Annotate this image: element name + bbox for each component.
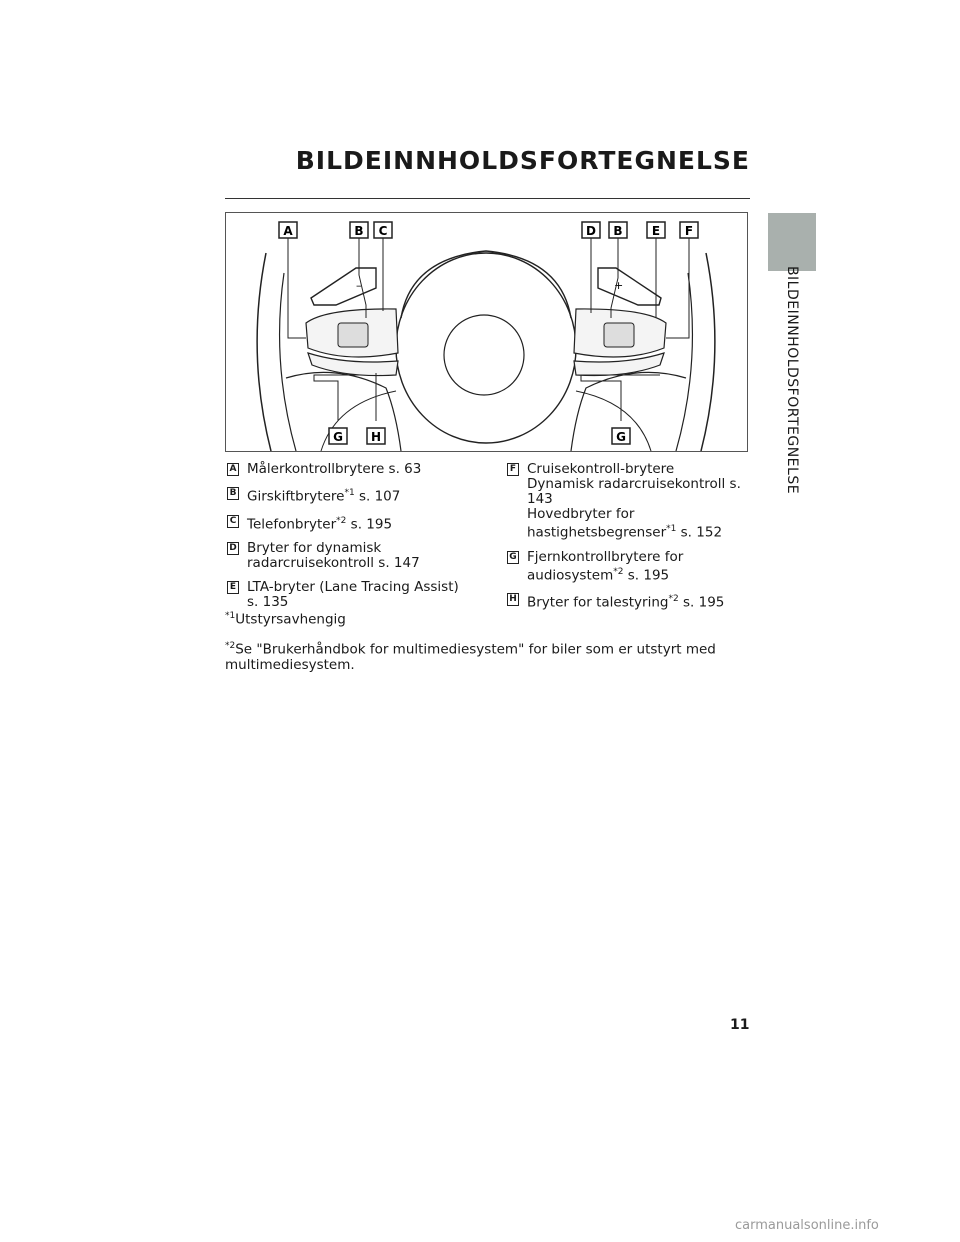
callout-e [647, 222, 665, 238]
paddle-right-symbol: + [614, 279, 624, 292]
svg-text:F: F [684, 224, 694, 238]
callout-f [680, 222, 698, 238]
footnotes [225, 608, 745, 683]
svg-text:G: G [616, 430, 626, 444]
page-number: 11 [730, 1017, 750, 1033]
callout-d [582, 222, 600, 238]
legend-badge-h: H [507, 593, 519, 606]
legend-item-c: C Telefonbryter$^{*2}$ s. 195 [227, 514, 487, 533]
legend-badge-g: G [507, 551, 519, 564]
callout-b-left [350, 222, 368, 238]
legend-right [507, 462, 752, 620]
paddle-left-symbol: – [356, 279, 362, 292]
legend-item-f: F Cruisekontroll-brytere Dynamisk radarcruisekontroll s. 143 Hovedbryter for hastighetsbegrenser$^{*1}$ s. 152 [507, 462, 752, 541]
page-title: BILDEINNHOLDSFORTEGNELSE [295, 146, 750, 175]
legend-badge-c: C [227, 515, 239, 528]
callout-b-right [609, 222, 627, 238]
callout-g-right [612, 428, 630, 444]
title-divider [225, 198, 750, 199]
watermark: carmanualsonline.info [735, 1218, 879, 1233]
legend-badge-b: B [227, 487, 239, 500]
legend-item-h: H Bryter for talestyring$^{*2}$ s. 195 [507, 592, 752, 611]
legend-badge-a: A [227, 463, 239, 476]
svg-text:H: H [370, 430, 382, 444]
legend-item-d: D Bryter for dynamisk radarcruisekontroll s. 147 [227, 541, 487, 571]
svg-text:G: G [333, 430, 343, 444]
legend-item-b: B Girskiftbrytere$^{*1}$ s. 107 [227, 486, 487, 505]
footnote-2: $^{*2}$Se "Brukerhåndbok for multimediesystem" for biler som er utstyrt med multimediesystem. [225, 640, 716, 673]
svg-text:C: C [378, 224, 388, 238]
svg-text:E: E [651, 224, 661, 238]
callout-h [367, 428, 385, 444]
steering-wheel-figure [225, 212, 748, 452]
footnote-1: $^{*1}$Utstyrsavhengig [225, 611, 346, 628]
legend-item-a: A Målerkontrollbrytere s. 63 [227, 462, 487, 477]
legend-item-e: E LTA-bryter (Lane Tracing Assist) s. 135 [227, 580, 487, 610]
svg-text:B: B [613, 224, 623, 238]
legend-left [227, 462, 487, 619]
legend-badge-d: D [227, 542, 239, 555]
svg-text:A: A [283, 224, 293, 238]
section-tab [768, 213, 816, 271]
svg-text:B: B [354, 224, 364, 238]
callout-c [374, 222, 392, 238]
legend-item-g: G Fjernkontrollbrytere for audiosystem$^{*2}$ s. 195 [507, 550, 752, 584]
steering-wheel-drawing [226, 213, 747, 451]
legend-badge-f: F [507, 463, 519, 476]
legend-badge-e: E [227, 581, 239, 594]
callout-g-left [329, 428, 347, 444]
svg-text:D: D [586, 224, 596, 238]
callout-a [279, 222, 297, 238]
